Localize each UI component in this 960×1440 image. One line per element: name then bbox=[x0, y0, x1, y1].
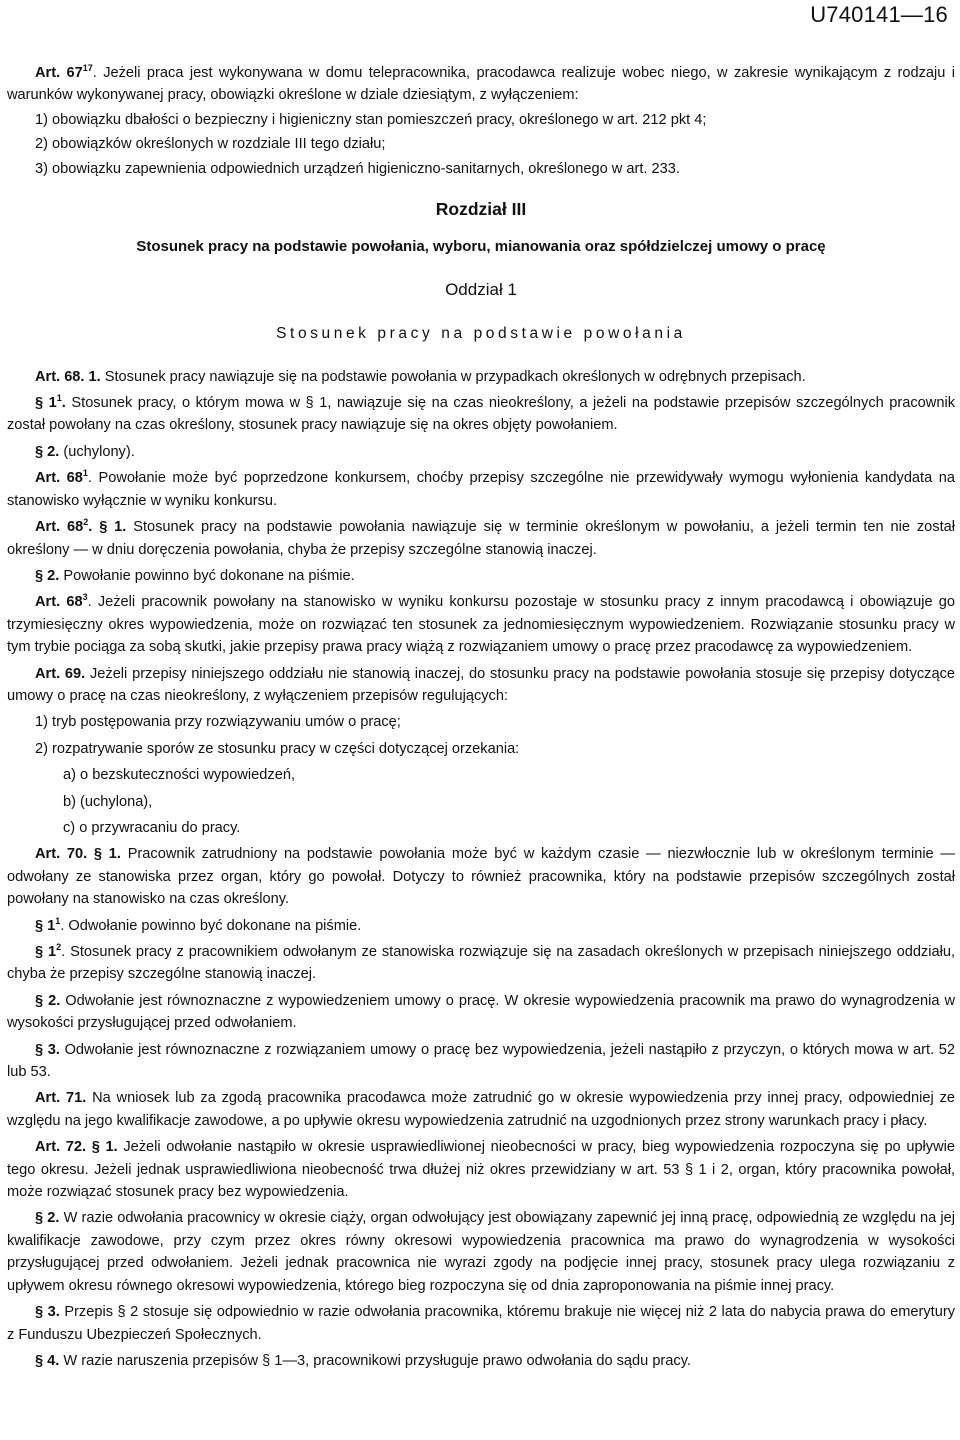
article-text: . Jeżeli praca jest wykonywana w domu telepracownika, pracodawca realizuje wobec niego, w zakresie wynikającym z rodzaju i warunków wykonywanej pracy, obowiązki określone w dziale dziesiątym, z wyłączeniem: bbox=[7, 65, 956, 104]
chapter-heading: Rozdział III bbox=[435, 199, 527, 220]
art-70-paragraph-1 bbox=[7, 843, 955, 910]
art-68-paragraph-1-1 bbox=[7, 392, 955, 437]
paragraph-text: W razie naruszenia przepisów § 1—3, pracownikowi przysługuje prawo odwołania do sądu pracy. bbox=[59, 1352, 691, 1369]
sub-list-item: b) (uchylona), bbox=[63, 793, 153, 810]
paragraph-text: Odwołanie jest równoznaczne z wypowiedzeniem umowy o pracę. W okresie wypowiedzenia pracownik ma prawo do wynagrodzenia w wysokości przysługującej przed odwołaniem. bbox=[7, 992, 955, 1032]
article-label: Art. 70. bbox=[35, 846, 88, 863]
article-label: Art. 67 bbox=[35, 65, 83, 81]
art-72-paragraph-4 bbox=[7, 1350, 955, 1372]
paragraph-text: Stosunek pracy nawiązuje się na podstawie powołania w przypadkach określonych w odrębnych przepisach. bbox=[100, 368, 806, 385]
art-68-1-paragraph bbox=[7, 467, 955, 512]
art-70-paragraph-2 bbox=[7, 990, 955, 1035]
article-text: Jeżeli przepisy niniejszego oddziału nie stanowią inaczej, do stosunku pracy na podstawie powołania stosuje się przepisy dotyczące umowy o pracę na czas nieokreślony, z wyłączeniem przepisów regulujących: bbox=[7, 665, 955, 704]
article-label: Art. 69. bbox=[35, 665, 86, 682]
paragraph-text: . Odwołanie powinno być dokonane na piśmie. bbox=[60, 917, 362, 934]
art-67-17-paragraph bbox=[7, 62, 955, 107]
paragraph-number: § 3. bbox=[35, 1304, 60, 1321]
article-label: Art. 68. bbox=[35, 368, 85, 385]
paragraph-superscript: 1 bbox=[56, 393, 62, 404]
paragraph-number: § 2. bbox=[35, 443, 60, 460]
paragraph-text: W razie odwołania pracownicy w okresie ciąży, organ odwołujący jest obowiązany zapewnić jej inną pracę, odpowiednią ze względu na jej kwalifikacje zawodowe, przy czym przez okres równy okresowi wypowiedzenia pracownica ma prawo do wynagrodzenia w wysokości przysługującej przed odwołaniem. Jeżeli jednak pracownica nie wyrazi zgody na podjęcie innej pracy, stosunek pracy ulega rozwiązaniu z upływem okresu równego okresowi wypowiedzenia, którego bieg rozpoczyna się od dnia zaproponowania na piśmie innej pracy. bbox=[7, 1210, 955, 1294]
paragraph-text: Odwołanie jest równoznaczne z rozwiązaniem umowy o pracę bez wypowiedzenia, jeżeli nastąpiło z przyczyn, o których mowa w art. 52 lub 53. bbox=[7, 1041, 955, 1081]
sub-list-item: c) o przywracaniu do pracy. bbox=[63, 819, 241, 836]
document-body bbox=[7, 62, 955, 1372]
division-title: Stosunek pracy na podstawie powołania bbox=[276, 325, 686, 343]
article-label: Art. 68 bbox=[35, 594, 83, 611]
article-label: Art. 68 bbox=[35, 519, 84, 536]
list-item: 2) obowiązków określonych w rozdziale III tego działu; bbox=[35, 136, 386, 153]
paragraph-number: § 1. bbox=[93, 846, 121, 863]
paragraph-number: § 2. bbox=[35, 567, 60, 584]
paragraph-number: § 1 bbox=[35, 917, 56, 934]
art-69-paragraph bbox=[7, 663, 955, 708]
paragraph-number: 1. bbox=[88, 368, 101, 385]
paragraph-superscript: 1 bbox=[55, 915, 61, 926]
paragraph-text: Powołanie powinno być dokonane na piśmie. bbox=[59, 567, 355, 584]
sub-list-item: a) o bezskuteczności wypowiedzeń, bbox=[63, 767, 295, 784]
art-68-2-paragraph-1 bbox=[7, 516, 955, 561]
art-70-paragraph-1-1 bbox=[7, 915, 955, 937]
art-68-2-paragraph-2 bbox=[7, 565, 955, 587]
paragraph-number: § 2. bbox=[35, 1210, 60, 1227]
article-text: . Jeżeli pracownik powołany na stanowisko w wyniku konkursu pozostaje w stosunku pracy z innym pracodawcą i obowiązuje go trzymiesięczny okres wypowiedzenia, może on rozwiązać ten stosunek za jednomiesięcznym wypowiedzeniem. Rozwiązanie stosunku pracy w tym trybie pociąga za sobą skutki, jakie przepisy prawa pracy wiążą z rozwiązaniem umowy o pracę przez pracodawcę za wypowiedzeniem. bbox=[7, 594, 956, 656]
list-item: 3) obowiązku zapewnienia odpowiednich urządzeń higieniczno-sanitarnych, określonego w art. 233. bbox=[35, 160, 680, 177]
paragraph-text: Stosunek pracy na podstawie powołania nawiązuje się w terminie określonym w powołaniu, a jeżeli termin ten nie został określony — w dniu doręczenia powołania, chyba że przepisy szczególne stanowią inaczej. bbox=[7, 519, 956, 558]
paragraph-text: (uchylony). bbox=[59, 443, 135, 460]
paragraph-number: § 1 bbox=[35, 944, 57, 960]
art-72-paragraph-3 bbox=[7, 1301, 955, 1346]
list-item: 1) obowiązku dbałości o bezpieczny i higieniczny stan pomieszczeń pracy, określonego w art. 212 pkt 4; bbox=[35, 111, 707, 128]
paragraph-number: § 1 bbox=[35, 395, 57, 412]
article-text: . Powołanie może być poprzedzone konkursem, choćby przepisy szczególne nie przewidywały wymogu wyłonienia kandydata na stanowisko wyłącznie w wyniku konkursu. bbox=[7, 470, 955, 509]
paragraph-number-end: . bbox=[61, 395, 66, 412]
article-superscript: 17 bbox=[82, 63, 93, 74]
list-item: 1) tryb postępowania przy rozwiązywaniu umów o pracę; bbox=[35, 714, 401, 731]
division-heading: Oddział 1 bbox=[445, 279, 517, 299]
paragraph-text: . Stosunek pracy z pracownikiem odwołanym ze stanowiska rozwiązuje się na zasadach określonych w przepisach niniejszego oddziału, chyba że przepisy szczególne stanowią inaczej. bbox=[7, 944, 955, 983]
art-72-paragraph-2 bbox=[7, 1207, 955, 1297]
paragraph-number: § 2. bbox=[35, 992, 61, 1009]
paragraph-text: Pracownik zatrudniony na podstawie powołania może być w każdym czasie — niezwłocznie lub w określonym terminie — odwołany ze stanowiska przez organ, który go powołał. Dotyczy to również pracownika, który na podstawie przepisów szczególnych został powołany na stanowisko na czas określony. bbox=[7, 846, 956, 908]
paragraph-text: Stosunek pracy, o którym mowa w § 1, nawiązuje się na czas nieokreślony, a jeżeli na podstawie przepisów szczególnych pracownik został powołany na czas określony, stosunek pracy nawiązuje się na okres objęty powołaniem. bbox=[7, 395, 955, 434]
article-superscript: 3 bbox=[82, 592, 88, 603]
art-70-paragraph-1-2 bbox=[7, 941, 955, 986]
paragraph-text: Przepis § 2 stosuje się odpowiednio w razie odwołania pracownika, któremu brakuje nie więcej niż 2 lata do nabycia prawa do emerytury z Funduszu Ubezpieczeń Społecznych. bbox=[7, 1304, 956, 1343]
paragraph-number: . § 1. bbox=[88, 519, 127, 536]
art-68-3-paragraph bbox=[7, 591, 955, 658]
art-71-paragraph bbox=[7, 1087, 955, 1132]
art-68-paragraph-1 bbox=[7, 366, 955, 388]
article-label: Art. 68 bbox=[35, 470, 83, 487]
article-superscript: 1 bbox=[82, 468, 88, 479]
paragraph-number: § 3. bbox=[35, 1041, 60, 1058]
article-superscript: 2 bbox=[83, 517, 89, 528]
paragraph-superscript: 2 bbox=[56, 942, 62, 953]
article-text: Na wniosek lub za zgodą pracownika pracodawca może zatrudnić go w okresie wypowiedzenia przy innej pracy, odpowiedniej ze względu na jego kwalifikacje zawodowe, a po upływie okresu wypowiedzenia zatrudnić na uzgodnionych przez strony warunkach pracy i płacy. bbox=[7, 1090, 955, 1129]
paragraph-number: § 4. bbox=[35, 1352, 60, 1369]
chapter-title: Stosunek pracy na podstawie powołania, wyboru, mianowania oraz spółdzielczej umowy o pracę bbox=[136, 238, 826, 256]
art-70-paragraph-3 bbox=[7, 1039, 955, 1084]
list-item: 2) rozpatrywanie sporów ze stosunku pracy w części dotyczącej orzekania: bbox=[35, 740, 520, 757]
art-72-paragraph-1 bbox=[7, 1136, 955, 1203]
article-label: Art. 72. bbox=[35, 1139, 87, 1156]
paragraph-number: § 1. bbox=[91, 1139, 118, 1156]
art-68-paragraph-2 bbox=[7, 441, 955, 463]
article-label: Art. 71. bbox=[35, 1090, 87, 1107]
paragraph-text: Jeżeli odwołanie nastąpiło w okresie usprawiedliwionej nieobecności w pracy, bieg wypowiedzenia rozpoczyna się po upływie tego okresu. Jeżeli jednak usprawiedliwiona nieobecność trwa dłużej niż okres przewidziany w art. 53 § 1 i 2, organ, który pracownika powołał, może rozwiązać stosunek pracy bez wypowiedzenia. bbox=[7, 1139, 955, 1201]
page-header-code: U740141—16 bbox=[810, 2, 948, 27]
